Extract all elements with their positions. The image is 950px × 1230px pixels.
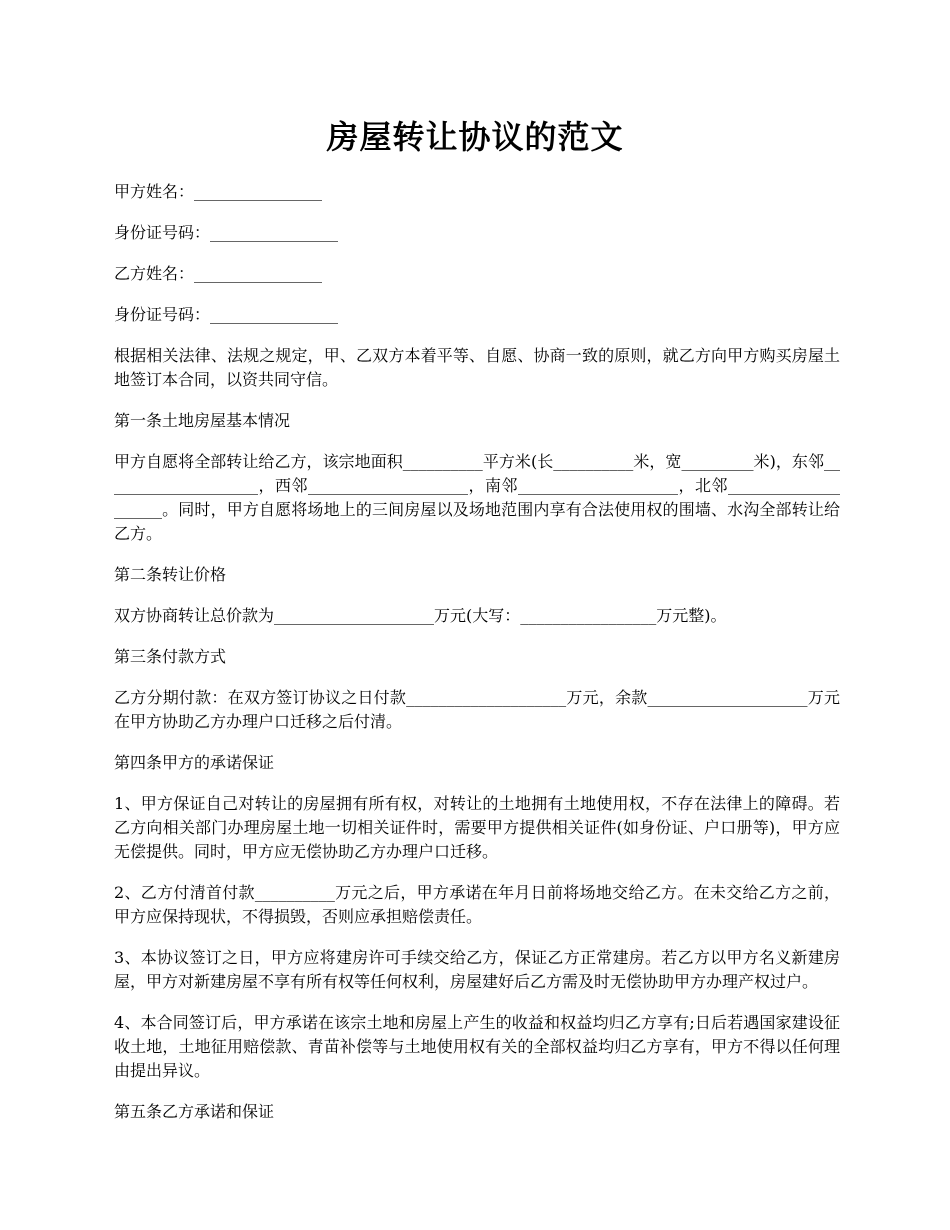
party-b-name-field: 乙方姓名：________________ bbox=[114, 264, 323, 283]
party-a-id-field: 身份证号码：________________ bbox=[114, 223, 339, 242]
article4-item-3: 3、本协议签订之日，甲方应将建房许可手续交给乙方，保证乙方正常建房。若乙方以甲方名义新建房屋，甲方对新建房屋不享有所有权等任何权利，房屋建好后乙方需及时无偿协助甲方办理产权过户。 bbox=[114, 948, 840, 991]
article1-paragraph: 甲方自愿将全部转让给乙方，该宗地面积__________平方米(长__________米，宽_________米)，东邻____________________，西邻____________________，南邻____________________，北邻____________________。同时，甲方自愿将场地上的三间房屋以及场地范围内享有合法使用权的围墙、水沟全部转让给乙方。 bbox=[114, 452, 840, 543]
article4-item-1: 1、甲方保证自己对转让的房屋拥有所有权，对转让的土地拥有土地使用权，不存在法律上的障碍。若乙方向相关部门办理房屋土地一切相关证件时，需要甲方提供相关证件(如身份证、户口册等)，甲方应无偿提供。同时，甲方应无偿协助乙方办理户口迁移。 bbox=[114, 794, 840, 861]
article4-item-2: 2、乙方付清首付款__________万元之后，甲方承诺在年月日前将场地交给乙方。在未交给乙方之前，甲方应保持现状，不得损毁，否则应承担赔偿责任。 bbox=[114, 883, 840, 926]
preamble-paragraph: 根据相关法律、法规之规定，甲、乙双方本着平等、自愿、协商一致的原则，就乙方向甲方购买房屋土地签订本合同，以资共同守信。 bbox=[114, 346, 840, 389]
article5-heading: 第五条乙方承诺和保证 bbox=[114, 1102, 275, 1121]
party-a-name-field: 甲方姓名：________________ bbox=[114, 182, 323, 201]
article3-heading: 第三条付款方式 bbox=[114, 647, 227, 666]
article4-heading: 第四条甲方的承诺保证 bbox=[114, 753, 275, 772]
article2-paragraph: 双方协商转让总价款为____________________万元(大写：_________________万元整)。 bbox=[114, 606, 727, 625]
document-body bbox=[114, 180, 840, 1141]
party-b-id-field: 身份证号码：________________ bbox=[114, 305, 339, 324]
article3-paragraph: 乙方分期付款：在双方签订协议之日付款____________________万元，余款____________________万元在甲方协助乙方办理户口迁移之后付清。 bbox=[114, 688, 840, 731]
article4-item-4: 4、本合同签订后，甲方承诺在该宗土地和房屋上产生的收益和权益均归乙方享有;日后若遇国家建设征收土地，土地征用赔偿款、青苗补偿等与土地使用权有关的全部权益均归乙方享有，甲方不得以任何理由提出异议。 bbox=[114, 1013, 840, 1080]
article2-heading: 第二条转让价格 bbox=[114, 565, 227, 584]
document-title: 房屋转让协议的范文 bbox=[326, 118, 624, 156]
article1-heading: 第一条土地房屋基本情况 bbox=[114, 411, 291, 430]
